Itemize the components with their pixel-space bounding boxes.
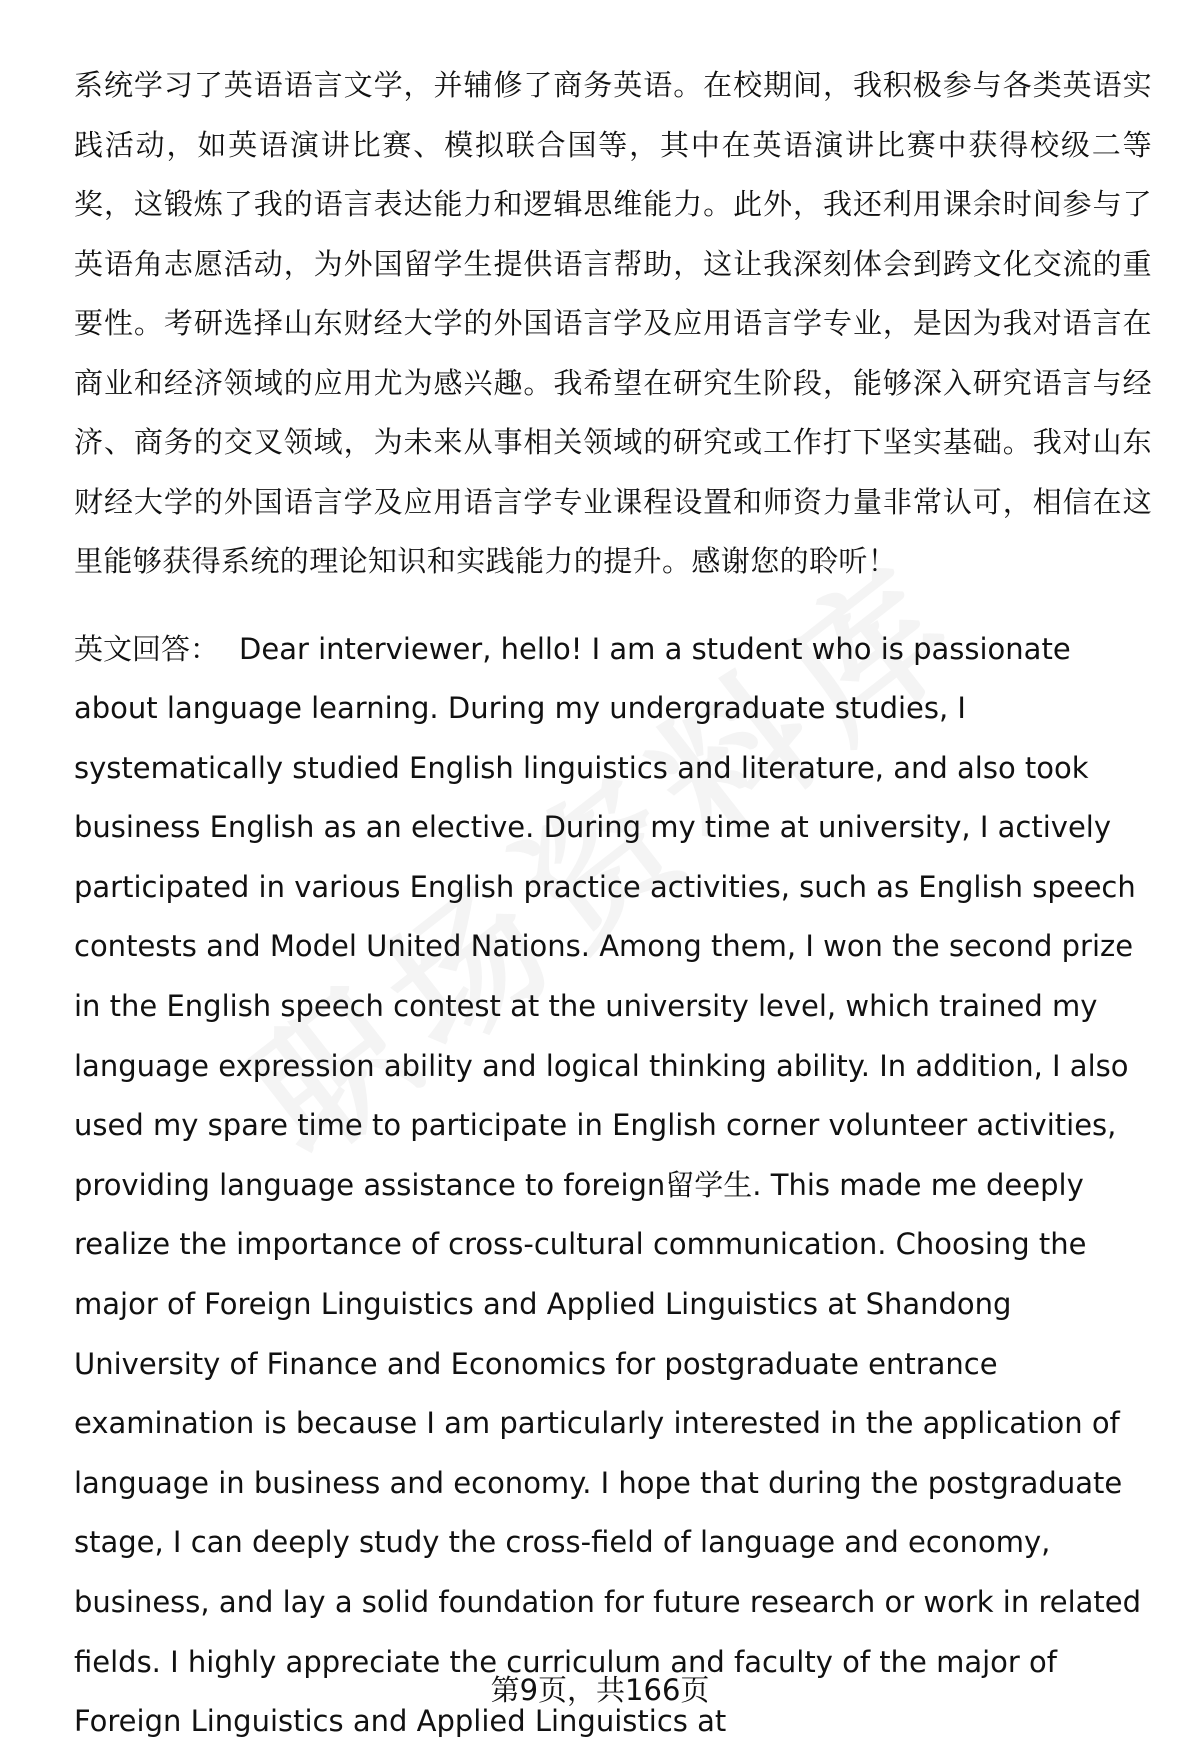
english-answer-label: 英文回答： [74, 631, 220, 666]
page-number-footer: 第9页，共166页 [490, 1673, 710, 1707]
page-content [74, 56, 1152, 1752]
chinese-paragraph: 系统学习了英语语言文学，并辅修了商务英语。在校期间，我积极参与各类英语实践活动，如英语演讲比赛、模拟联合国等，其中在英语演讲比赛中获得校级二等奖，这锻炼了我的语言表达能力和逻辑思维能力。此外，我还利用课余时间参与了英语角志愿活动，为外国留学生提供语言帮助，这让我深刻体会到跨文化交流的重要性。考研选择山东财经大学的外国语言学及应用语言学专业，是因为我对语言在商业和经济领域的应用尤为感兴趣。我希望在研究生阶段，能够深入研究语言与经济、商务的交叉领域，为未来从事相关领域的研究或工作打下坚实基础。我对山东财经大学的外国语言学及应用语言学专业课程设置和师资力量非常认可，相信在这里能够获得系统的理论知识和实践能力的提升。感谢您的聆听！ [74, 68, 1152, 578]
english-answer-text: Dear interviewer, hello! I am a student who is passionate about language learning. During my undergraduate studies, I systematically studied English linguistics and literature, and also took business English as an elective. During my time at university, I actively participated in various English practice activities, such as English speech contests and Model United Nations. Among them, I won the second prize in the English speech contest at the university level, which trained my language expression ability and logical thinking ability. In addition, I also used my spare time to participate in English corner volunteer activities, providing language assistance to foreign留学生. This made me deeply realize the importance of cross-cultural communication. Choosing the major of Foreign Linguistics and Applied Linguistics at Shandong University of Finance and Economics for postgraduate entrance examination is because I am particularly interested in the application of language in business and economy. I hope that during the postgraduate stage, I can deeply study the cross-field of language and economy, business, and lay a solid foundation for future research or work in related fields. I highly appreciate the curriculum and faculty of the major of Foreign Linguistics and Applied Linguistics at [74, 631, 1142, 1739]
english-answer-paragraph [74, 620, 1152, 1752]
